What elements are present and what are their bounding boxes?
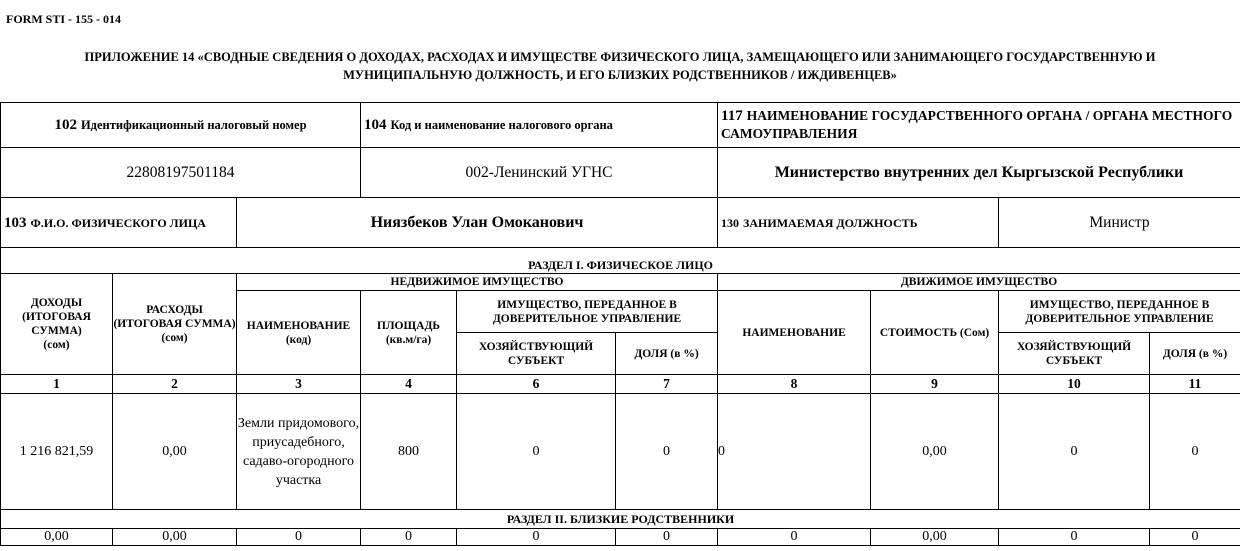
relatives-movable-entity-value: 0 — [999, 529, 1150, 546]
real-estate-trust-header: ИМУЩЕСТВО, ПЕРЕДАННОЕ В ДОВЕРИТЕЛЬНОЕ УПРАВЛЕНИЕ — [457, 291, 718, 333]
field-102-number: 102 — [54, 117, 77, 133]
expenses-value: 0,00 — [113, 394, 237, 510]
title-line-1: ПРИЛОЖЕНИЕ 14 «СВОДНЫЕ СВЕДЕНИЯ О ДОХОДАХ, РАСХОДАХ И ИМУЩЕСТВЕ ФИЗИЧЕСКОГО ЛИЦА, ЗАМЕЩАЮЩЕГО ИЛИ ЗАНИМАЮЩЕГО ГОСУДАРСТВЕННУЮ И — [84, 50, 1156, 64]
col-num-8: 8 — [718, 375, 871, 394]
cost-header: СТОИМОСТЬ (Сом) — [871, 291, 999, 375]
tax-office-value: 002-Ленинский УГНС — [361, 148, 718, 198]
field-117-header — [718, 103, 1240, 148]
inn-value: 22808197501184 — [1, 148, 361, 198]
real-estate-share-value: 0 — [616, 394, 718, 510]
col-num-9: 9 — [871, 375, 999, 394]
expenses-unit: (сом) — [161, 332, 188, 344]
real-estate-name-label: НАИМЕНОВАНИЕ — [246, 319, 351, 332]
field-103-header — [1, 198, 237, 248]
field-130-label: ЗАНИМАЕМАЯ ДОЛЖНОСТЬ — [743, 215, 918, 230]
col-num-1: 1 — [1, 375, 113, 394]
field-130-number: 130 — [721, 215, 740, 230]
full-name-value: Ниязбеков Улан Омоканович — [237, 198, 718, 248]
movable-share-header: ДОЛЯ (в %) — [1150, 333, 1240, 375]
field-102-label: Идентификационный налоговый номер — [80, 118, 307, 132]
field-104-header — [361, 103, 718, 148]
real-estate-name-header — [237, 291, 361, 375]
income-header — [1, 274, 113, 375]
col-num-11: 11 — [1150, 375, 1240, 394]
movable-share-value: 0 — [1150, 394, 1240, 510]
field-104-label: Код и наименование налогового органа — [390, 118, 613, 132]
field-117-number: 117 — [721, 108, 743, 124]
movable-name-value: 0 — [718, 394, 871, 510]
movable-entity-header: ХОЗЯЙСТВУЮЩИЙ СУБЪЕКТ — [999, 333, 1150, 375]
real-estate-header: НЕДВИЖИМОЕ ИМУЩЕСТВО — [237, 274, 718, 291]
real-estate-entity-value: 0 — [457, 394, 616, 510]
movable-entity-value: 0 — [999, 394, 1150, 510]
real-estate-entity-header: ХОЗЯЙСТВУЮЩИЙ СУБЪЕКТ — [457, 333, 616, 375]
relatives-real-estate-entity-value: 0 — [457, 529, 616, 546]
expenses-label: РАСХОДЫ (ИТОГОВАЯ СУММА) — [113, 304, 236, 330]
field-102-header — [1, 103, 361, 148]
relatives-real-estate-name-value: 0 — [237, 529, 361, 546]
field-103-number: 103 — [4, 214, 27, 231]
document-title — [0, 48, 1240, 84]
section-1-title: РАЗДЕЛ I. ФИЗИЧЕСКОЕ ЛИЦО — [1, 248, 1240, 274]
area-label: ПЛОЩАДЬ — [377, 319, 440, 332]
income-value: 1 216 821,59 — [1, 394, 113, 510]
movable-property-header: ДВИЖИМОЕ ИМУЩЕСТВО — [718, 274, 1240, 291]
col-num-4: 4 — [361, 375, 457, 394]
income-label: ДОХОДЫ (ИТОГОВАЯ СУММА) — [22, 297, 91, 337]
field-103-label: Ф.И.О. ФИЗИЧЕСКОГО ЛИЦА — [30, 215, 206, 230]
col-num-3: 3 — [237, 375, 361, 394]
table-row — [1, 529, 1240, 546]
real-estate-name-code: (код) — [285, 333, 312, 346]
relatives-expenses-value: 0,00 — [113, 529, 237, 546]
table-row — [1, 394, 1240, 510]
relatives-movable-share-value: 0 — [1150, 529, 1240, 546]
movable-trust-header: ИМУЩЕСТВО, ПЕРЕДАННОЕ В ДОВЕРИТЕЛЬНОЕ УПРАВЛЕНИЕ — [999, 291, 1240, 333]
position-value: Министр — [999, 198, 1240, 248]
relatives-area-value: 0 — [361, 529, 457, 546]
relatives-income-value: 0,00 — [1, 529, 113, 546]
agency-value: Министерство внутренних дел Кыргызской Республики — [718, 148, 1240, 198]
title-line-2: МУНИЦИПАЛЬНУЮ ДОЛЖНОСТЬ, И ЕГО БЛИЗКИХ РОДСТВЕННИКОВ / ИЖДИВЕНЦЕВ» — [343, 68, 897, 82]
real-estate-name-value: Земли придомового, приусадебного, садаво-огородного участка — [237, 394, 361, 510]
col-num-10: 10 — [999, 375, 1150, 394]
expenses-header — [113, 274, 237, 375]
area-header — [361, 291, 457, 375]
relatives-real-estate-share-value: 0 — [616, 529, 718, 546]
field-117-label: НАИМЕНОВАНИЕ ГОСУДАРСТВЕННОГО ОРГАНА / ОРГАНА МЕСТНОГО САМОУПРАВЛЕНИЯ — [721, 108, 1233, 141]
form-code: FORM STI - 155 - 014 — [6, 12, 121, 26]
relatives-movable-name-value: 0 — [718, 529, 871, 546]
income-unit: (сом) — [43, 339, 70, 351]
area-value: 800 — [361, 394, 457, 510]
column-number-row — [1, 375, 1240, 394]
col-num-7: 7 — [616, 375, 718, 394]
declaration-table — [0, 102, 1240, 546]
area-unit: (кв.м/га) — [385, 333, 432, 346]
field-104-number: 104 — [364, 117, 387, 133]
field-130-header — [718, 198, 999, 248]
cost-value: 0,00 — [871, 394, 999, 510]
section-2-title: РАЗДЕЛ II. БЛИЗКИЕ РОДСТВЕННИКИ — [1, 510, 1240, 529]
col-num-2: 2 — [113, 375, 237, 394]
real-estate-share-header: ДОЛЯ (в %) — [616, 333, 718, 375]
movable-name-header: НАИМЕНОВАНИЕ — [718, 291, 871, 375]
relatives-cost-value: 0,00 — [871, 529, 999, 546]
col-num-6: 6 — [457, 375, 616, 394]
